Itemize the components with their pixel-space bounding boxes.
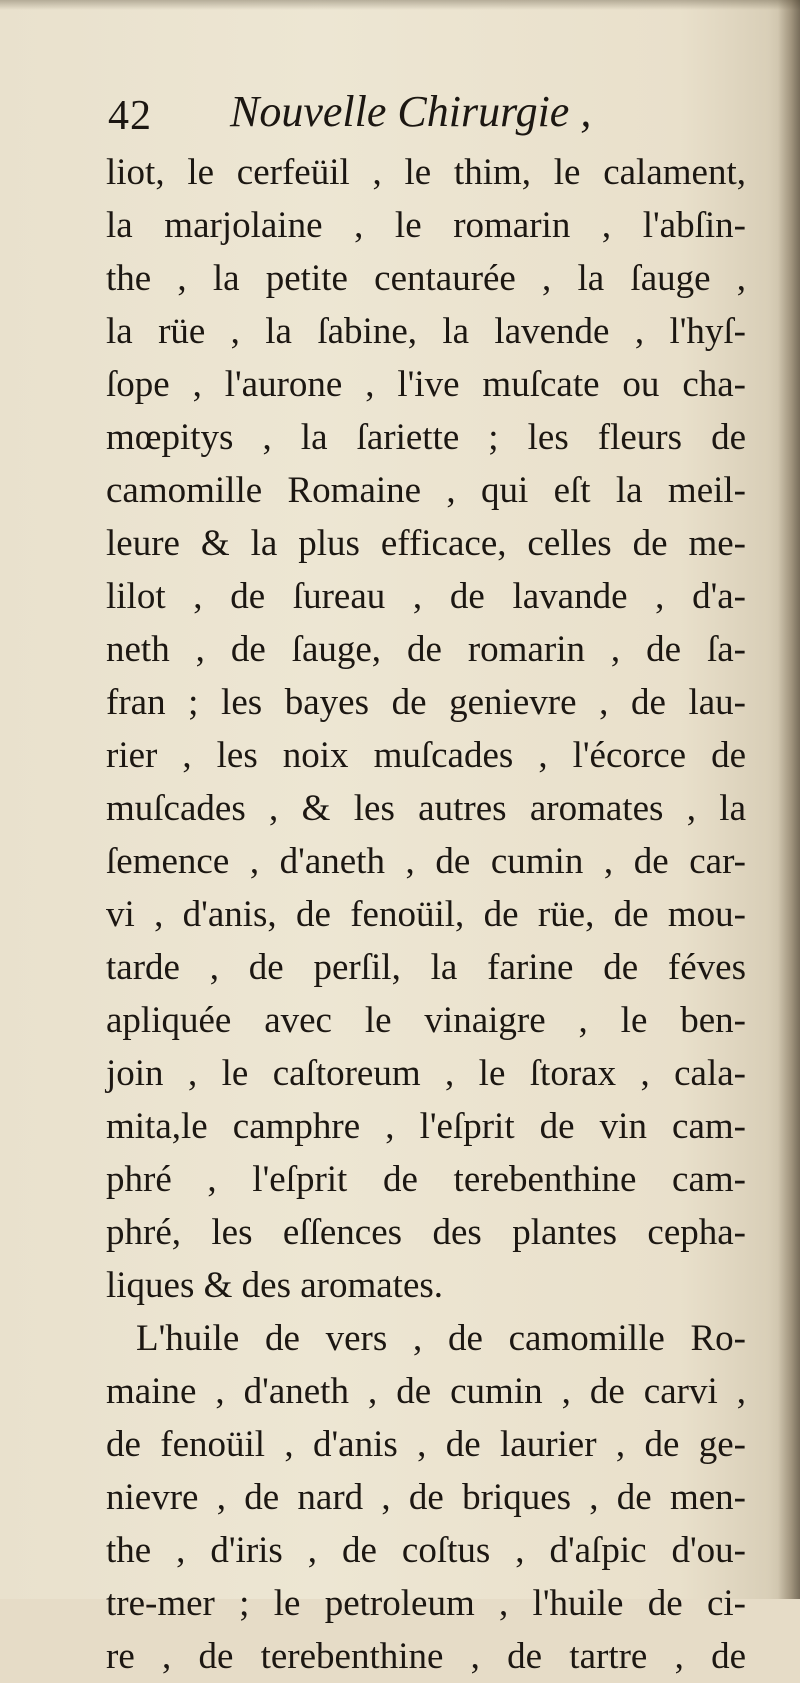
text-line: la marjolaine , le romarin , l'abſin- <box>106 205 746 246</box>
text-line: apliquée avec le vinaigre , le ben- <box>106 1000 746 1041</box>
text-line-paragraph-start: L'huile de vers , de camomille Ro- <box>136 1318 746 1359</box>
running-head <box>108 86 748 146</box>
page-top-edge <box>0 0 800 10</box>
text-line: de fenoüil , d'anis , de laurier , de ge- <box>106 1424 746 1465</box>
text-line: camomille Romaine , qui eſt la meil- <box>106 470 746 511</box>
text-line: the , d'iris , de coſtus , d'aſpic d'ou- <box>106 1530 746 1571</box>
text-line: neth , de ſauge, de romarin , de ſa- <box>106 629 746 670</box>
text-line: liot, le cerfeüil , le thim, le calament, <box>106 152 746 193</box>
text-line: lilot , de ſureau , de lavande , d'a- <box>106 576 746 617</box>
text-line: vi , d'anis, de fenoüil, de rüe, de mou- <box>106 894 746 935</box>
text-line: mita,le camphre , l'eſprit de vin cam- <box>106 1106 746 1147</box>
text-line: phré , l'eſprit de terebenthine cam- <box>106 1159 746 1200</box>
page-gutter-shadow <box>778 0 800 1599</box>
text-line: muſcades , & les autres aromates , la <box>106 788 746 829</box>
text-line: mœpitys , la ſariette ; les fleurs de <box>106 417 746 458</box>
text-line: leure & la plus efficace, celles de me- <box>106 523 746 564</box>
text-line: fran ; les bayes de genievre , de lau- <box>106 682 746 723</box>
text-line: maine , d'aneth , de cumin , de carvi , <box>106 1371 746 1412</box>
text-line: the , la petite centaurée , la ſauge , <box>106 258 746 299</box>
text-line: ſemence , d'aneth , de cumin , de car- <box>106 841 746 882</box>
text-line: tarde , de perſil, la farine de féves <box>106 947 746 988</box>
text-line: nievre , de nard , de briques , de men- <box>106 1477 746 1518</box>
page-number: 42 <box>108 93 152 139</box>
text-line: rier , les noix muſcades , l'écorce de <box>106 735 746 776</box>
body-text <box>106 146 746 1683</box>
text-line: join , le caſtoreum , le ſtorax , cala- <box>106 1053 746 1094</box>
page-title: Nouvelle Chirurgie , <box>230 87 592 136</box>
text-line-paragraph-end: liques & des aromates. <box>106 1265 444 1306</box>
text-line: la rüe , la ſabine, la lavende , l'hyſ- <box>106 311 746 352</box>
text-line: ſope , l'aurone , l'ive muſcate ou cha- <box>106 364 746 405</box>
text-line: phré, les eſſences des plantes cepha- <box>106 1212 746 1253</box>
text-line: tre-mer ; le petroleum , l'huile de ci- <box>106 1583 746 1624</box>
text-line: re , de terebenthine , de tartre , de <box>106 1636 746 1677</box>
